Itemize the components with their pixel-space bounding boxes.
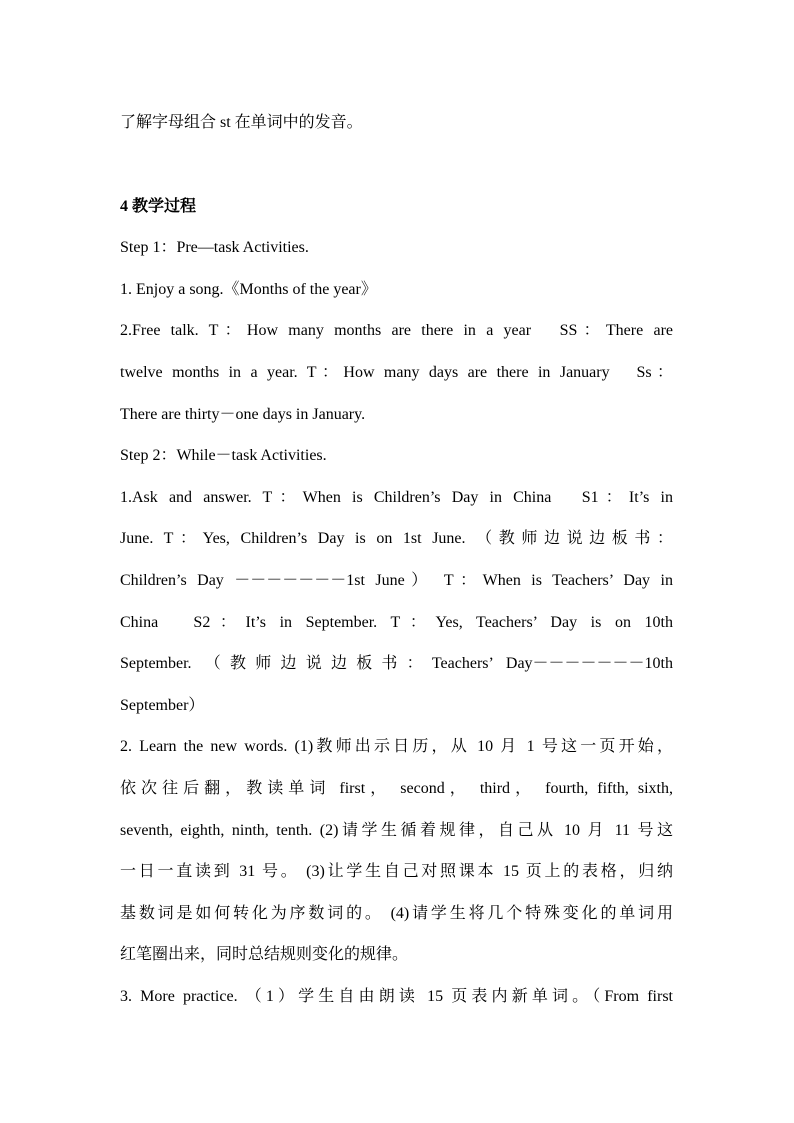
- intro-line: 了解字母组合 st 在单词中的发音。: [120, 114, 363, 131]
- paragraph-line: 基数词是如何转化为序数词的。 (4)请学生将几个特殊变化的单词用: [120, 904, 673, 922]
- paragraph-line: September. （教师边说边板书：Teachers’ Day－－－－－－－10th: [120, 655, 673, 673]
- paragraph-line: China S2：It’s in September. T：Yes, Teachers’ Day is on 10th: [120, 613, 673, 631]
- paragraph-line: There are thirty－one days in January.: [120, 405, 366, 423]
- paragraph-line: 红笔圈出来，同时总结规则变化的规律。: [120, 946, 409, 964]
- section-heading: 4 教学过程: [120, 197, 197, 215]
- document-body: [120, 102, 673, 1017]
- step-1-title: Step 1：Pre—task Activities.: [120, 239, 309, 257]
- paragraph-line: 2.Free talk. T：How many months are there in a year SS：There are: [120, 322, 673, 340]
- paragraph-line: June. T：Yes, Children’s Day is on 1st June. （教师边说边板书：: [120, 530, 673, 548]
- paragraph-line: 1. Enjoy a song.《Months of the year》: [120, 280, 377, 298]
- paragraph-line: 一日一直读到 31 号。 (3)让学生自己对照课本 15 页上的表格，归纳: [120, 863, 673, 881]
- paragraph-line: September）: [120, 696, 205, 714]
- paragraph-line: twelve months in a year. T：How many days are there in January Ss：: [120, 363, 673, 381]
- paragraph-line: seventh, eighth, ninth, tenth. (2)请学生循着规律，自己从 10 月 11 号这: [120, 821, 673, 839]
- paragraph-line: 2. Learn the new words. (1)教师出示日历，从 10 月 1 号这一页开始，: [120, 738, 673, 756]
- paragraph-line: 依次往后翻，教读单词 first， second， third， fourth, fifth, sixth,: [120, 779, 673, 797]
- step-2-title: Step 2：While－task Activities.: [120, 447, 327, 465]
- paragraph-line: Children’s Day －－－－－－－1st June） T：When is Teachers’ Day in: [120, 571, 673, 589]
- paragraph-line: 1.Ask and answer. T：When is Children’s Day in China S1：It’s in: [120, 488, 673, 506]
- paragraph-line: 3. More practice. （1）学生自由朗读 15 页表内新单词。（From first: [120, 987, 673, 1005]
